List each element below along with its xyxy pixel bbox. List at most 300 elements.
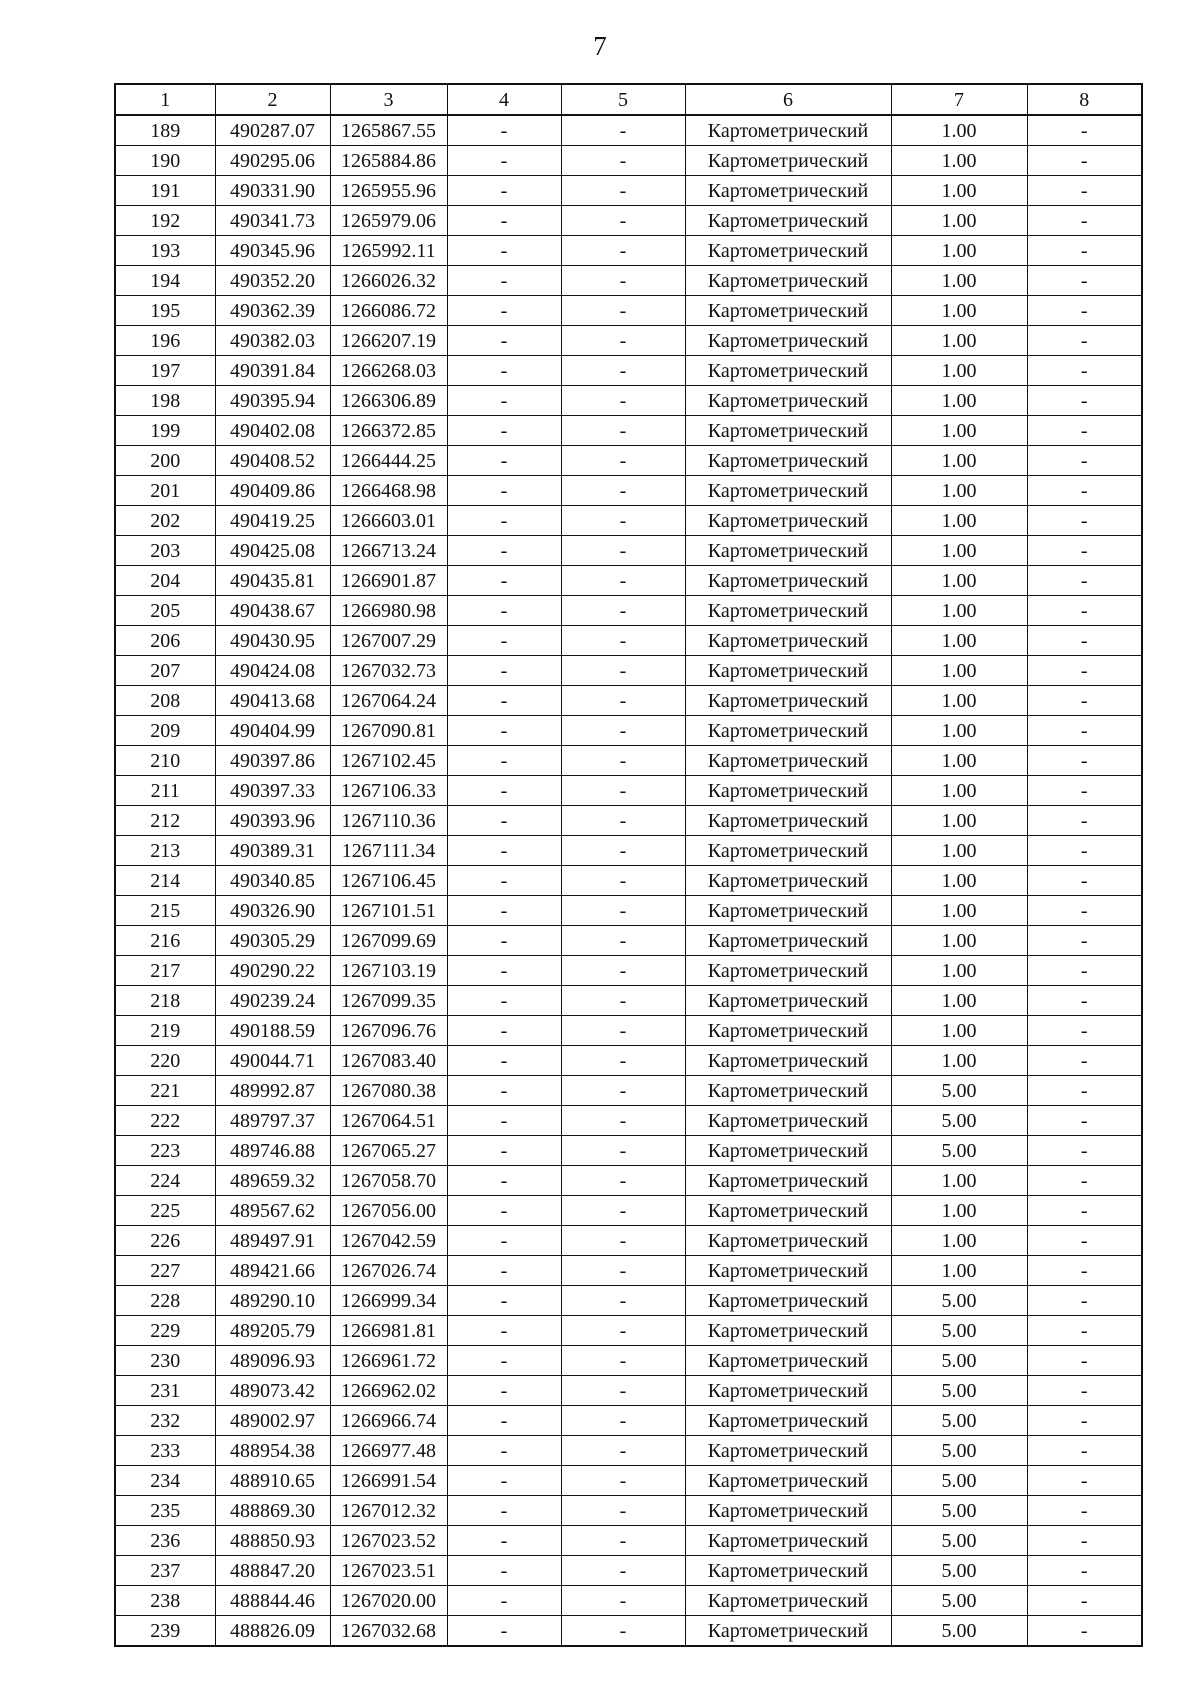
column-8-cell: - [1027,1496,1142,1526]
column-header: 6 [685,84,891,115]
point-number-cell: 199 [115,416,215,446]
column-8-cell: - [1027,1316,1142,1346]
table-row [115,446,1142,476]
column-5-cell: - [561,1226,685,1256]
column-5-cell: - [561,986,685,1016]
y-coordinate-cell: 1266962.02 [330,1376,447,1406]
method-cell: Картометрический [685,476,891,506]
x-coordinate-cell: 490239.24 [215,986,330,1016]
column-5-cell: - [561,866,685,896]
method-cell: Картометрический [685,506,891,536]
accuracy-cell: 5.00 [891,1556,1027,1586]
column-5-cell: - [561,1616,685,1647]
column-4-cell: - [447,686,561,716]
accuracy-cell: 1.00 [891,506,1027,536]
column-8-cell: - [1027,416,1142,446]
x-coordinate-cell: 490408.52 [215,446,330,476]
column-8-cell: - [1027,476,1142,506]
y-coordinate-cell: 1266207.19 [330,326,447,356]
accuracy-cell: 5.00 [891,1346,1027,1376]
column-5-cell: - [561,1076,685,1106]
column-8-cell: - [1027,176,1142,206]
y-coordinate-cell: 1266603.01 [330,506,447,536]
column-5-cell: - [561,296,685,326]
table-row [115,1556,1142,1586]
accuracy-cell: 1.00 [891,566,1027,596]
column-4-cell: - [447,1556,561,1586]
column-5-cell: - [561,1466,685,1496]
method-cell: Картометрический [685,926,891,956]
accuracy-cell: 1.00 [891,1046,1027,1076]
table-row [115,206,1142,236]
y-coordinate-cell: 1267103.19 [330,956,447,986]
y-coordinate-cell: 1266977.48 [330,1436,447,1466]
column-8-cell: - [1027,266,1142,296]
method-cell: Картометрический [685,656,891,686]
column-8-cell: - [1027,776,1142,806]
y-coordinate-cell: 1267106.33 [330,776,447,806]
method-cell: Картометрический [685,115,891,146]
accuracy-cell: 1.00 [891,866,1027,896]
method-cell: Картометрический [685,296,891,326]
method-cell: Картометрический [685,236,891,266]
table-row [115,566,1142,596]
column-4-cell: - [447,596,561,626]
column-5-cell: - [561,806,685,836]
column-4-cell: - [447,776,561,806]
column-8-cell: - [1027,1436,1142,1466]
column-8-cell: - [1027,716,1142,746]
y-coordinate-cell: 1265884.86 [330,146,447,176]
accuracy-cell: 1.00 [891,986,1027,1016]
accuracy-cell: 1.00 [891,266,1027,296]
point-number-cell: 194 [115,266,215,296]
y-coordinate-cell: 1266981.81 [330,1316,447,1346]
column-header: 8 [1027,84,1142,115]
table-row [115,1526,1142,1556]
x-coordinate-cell: 490326.90 [215,896,330,926]
x-coordinate-cell: 490425.08 [215,536,330,566]
x-coordinate-cell: 488826.09 [215,1616,330,1647]
coordinates-table [114,83,1143,1647]
accuracy-cell: 1.00 [891,956,1027,986]
column-4-cell: - [447,836,561,866]
y-coordinate-cell: 1265955.96 [330,176,447,206]
method-cell: Картометрический [685,1226,891,1256]
table-row [115,1196,1142,1226]
column-8-cell: - [1027,626,1142,656]
method-cell: Картометрический [685,986,891,1016]
accuracy-cell: 1.00 [891,206,1027,236]
column-5-cell: - [561,926,685,956]
y-coordinate-cell: 1267023.51 [330,1556,447,1586]
column-8-cell: - [1027,356,1142,386]
y-coordinate-cell: 1267102.45 [330,746,447,776]
y-coordinate-cell: 1266713.24 [330,536,447,566]
column-8-cell: - [1027,1346,1142,1376]
method-cell: Картометрический [685,956,891,986]
point-number-cell: 234 [115,1466,215,1496]
column-4-cell: - [447,1016,561,1046]
y-coordinate-cell: 1267099.69 [330,926,447,956]
point-number-cell: 210 [115,746,215,776]
y-coordinate-cell: 1267064.24 [330,686,447,716]
column-4-cell: - [447,926,561,956]
y-coordinate-cell: 1266086.72 [330,296,447,326]
method-cell: Картометрический [685,146,891,176]
method-cell: Картометрический [685,806,891,836]
column-4-cell: - [447,986,561,1016]
y-coordinate-cell: 1267064.51 [330,1106,447,1136]
table-row [115,716,1142,746]
x-coordinate-cell: 488910.65 [215,1466,330,1496]
y-coordinate-cell: 1267032.68 [330,1616,447,1647]
y-coordinate-cell: 1267056.00 [330,1196,447,1226]
point-number-cell: 214 [115,866,215,896]
method-cell: Картометрический [685,746,891,776]
point-number-cell: 231 [115,1376,215,1406]
column-5-cell: - [561,1256,685,1286]
point-number-cell: 216 [115,926,215,956]
column-4-cell: - [447,386,561,416]
column-5-cell: - [561,686,685,716]
method-cell: Картометрический [685,1466,891,1496]
column-4-cell: - [447,476,561,506]
point-number-cell: 235 [115,1496,215,1526]
accuracy-cell: 1.00 [891,686,1027,716]
accuracy-cell: 1.00 [891,626,1027,656]
column-5-cell: - [561,115,685,146]
method-cell: Картометрический [685,1586,891,1616]
x-coordinate-cell: 489073.42 [215,1376,330,1406]
table-row [115,506,1142,536]
x-coordinate-cell: 490409.86 [215,476,330,506]
column-8-cell: - [1027,1166,1142,1196]
point-number-cell: 217 [115,956,215,986]
column-4-cell: - [447,1076,561,1106]
x-coordinate-cell: 489205.79 [215,1316,330,1346]
x-coordinate-cell: 489421.66 [215,1256,330,1286]
table-row [115,866,1142,896]
point-number-cell: 209 [115,716,215,746]
y-coordinate-cell: 1266966.74 [330,1406,447,1436]
column-8-cell: - [1027,746,1142,776]
column-5-cell: - [561,476,685,506]
point-number-cell: 207 [115,656,215,686]
x-coordinate-cell: 490305.29 [215,926,330,956]
table-row [115,476,1142,506]
column-4-cell: - [447,566,561,596]
column-4-cell: - [447,956,561,986]
accuracy-cell: 5.00 [891,1106,1027,1136]
method-cell: Картометрический [685,446,891,476]
page-number: 7 [593,31,607,61]
point-number-cell: 211 [115,776,215,806]
column-4-cell: - [447,1586,561,1616]
method-cell: Картометрический [685,1106,891,1136]
column-5-cell: - [561,1496,685,1526]
x-coordinate-cell: 490397.33 [215,776,330,806]
column-5-cell: - [561,386,685,416]
x-coordinate-cell: 489096.93 [215,1346,330,1376]
column-4-cell: - [447,446,561,476]
x-coordinate-cell: 488869.30 [215,1496,330,1526]
point-number-cell: 228 [115,1286,215,1316]
table-row [115,1316,1142,1346]
accuracy-cell: 1.00 [891,446,1027,476]
table-row [115,596,1142,626]
point-number-cell: 195 [115,296,215,326]
column-8-cell: - [1027,596,1142,626]
column-8-cell: - [1027,1076,1142,1106]
y-coordinate-cell: 1267065.27 [330,1136,447,1166]
accuracy-cell: 5.00 [891,1436,1027,1466]
table-row [115,536,1142,566]
column-8-cell: - [1027,236,1142,266]
y-coordinate-cell: 1267106.45 [330,866,447,896]
column-5-cell: - [561,746,685,776]
point-number-cell: 218 [115,986,215,1016]
column-8-cell: - [1027,1136,1142,1166]
column-5-cell: - [561,896,685,926]
accuracy-cell: 1.00 [891,176,1027,206]
method-cell: Картометрический [685,1436,891,1466]
y-coordinate-cell: 1266980.98 [330,596,447,626]
column-8-cell: - [1027,566,1142,596]
table-row [115,176,1142,206]
y-coordinate-cell: 1267058.70 [330,1166,447,1196]
column-8-cell: - [1027,386,1142,416]
column-header: 5 [561,84,685,115]
column-5-cell: - [561,176,685,206]
column-4-cell: - [447,716,561,746]
column-8-cell: - [1027,1556,1142,1586]
column-4-cell: - [447,866,561,896]
column-4-cell: - [447,1526,561,1556]
table-row [115,1076,1142,1106]
point-number-cell: 227 [115,1256,215,1286]
method-cell: Картометрический [685,1556,891,1586]
accuracy-cell: 1.00 [891,296,1027,326]
y-coordinate-cell: 1267020.00 [330,1586,447,1616]
accuracy-cell: 5.00 [891,1466,1027,1496]
column-4-cell: - [447,1106,561,1136]
column-5-cell: - [561,1286,685,1316]
column-8-cell: - [1027,1466,1142,1496]
accuracy-cell: 5.00 [891,1376,1027,1406]
y-coordinate-cell: 1267110.36 [330,806,447,836]
x-coordinate-cell: 490188.59 [215,1016,330,1046]
y-coordinate-cell: 1266961.72 [330,1346,447,1376]
y-coordinate-cell: 1266026.32 [330,266,447,296]
column-8-cell: - [1027,115,1142,146]
point-number-cell: 189 [115,115,215,146]
table-row [115,416,1142,446]
column-4-cell: - [447,1256,561,1286]
x-coordinate-cell: 489497.91 [215,1226,330,1256]
method-cell: Картометрический [685,416,891,446]
column-4-cell: - [447,176,561,206]
table-row [115,146,1142,176]
accuracy-cell: 5.00 [891,1076,1027,1106]
column-4-cell: - [447,236,561,266]
accuracy-cell: 1.00 [891,326,1027,356]
x-coordinate-cell: 490362.39 [215,296,330,326]
column-5-cell: - [561,1556,685,1586]
point-number-cell: 232 [115,1406,215,1436]
point-number-cell: 238 [115,1586,215,1616]
column-5-cell: - [561,956,685,986]
point-number-cell: 230 [115,1346,215,1376]
column-8-cell: - [1027,896,1142,926]
table-row [115,1496,1142,1526]
accuracy-cell: 1.00 [891,386,1027,416]
point-number-cell: 237 [115,1556,215,1586]
accuracy-cell: 1.00 [891,1166,1027,1196]
point-number-cell: 215 [115,896,215,926]
column-4-cell: - [447,1046,561,1076]
column-4-cell: - [447,266,561,296]
point-number-cell: 204 [115,566,215,596]
column-5-cell: - [561,1136,685,1166]
column-8-cell: - [1027,206,1142,236]
method-cell: Картометрический [685,1016,891,1046]
accuracy-cell: 1.00 [891,356,1027,386]
y-coordinate-cell: 1266444.25 [330,446,447,476]
method-cell: Картометрический [685,1286,891,1316]
column-5-cell: - [561,1316,685,1346]
method-cell: Картометрический [685,566,891,596]
column-4-cell: - [447,1286,561,1316]
column-8-cell: - [1027,146,1142,176]
y-coordinate-cell: 1267032.73 [330,656,447,686]
method-cell: Картометрический [685,176,891,206]
table-row [115,1346,1142,1376]
table-row [115,1106,1142,1136]
column-8-cell: - [1027,806,1142,836]
table-row [115,1376,1142,1406]
table-row [115,626,1142,656]
column-5-cell: - [561,146,685,176]
column-8-cell: - [1027,1196,1142,1226]
column-8-cell: - [1027,296,1142,326]
column-8-cell: - [1027,506,1142,536]
point-number-cell: 226 [115,1226,215,1256]
x-coordinate-cell: 490404.99 [215,716,330,746]
column-8-cell: - [1027,446,1142,476]
point-number-cell: 208 [115,686,215,716]
x-coordinate-cell: 490435.81 [215,566,330,596]
point-number-cell: 192 [115,206,215,236]
column-5-cell: - [561,1406,685,1436]
point-number-cell: 224 [115,1166,215,1196]
column-4-cell: - [447,806,561,836]
y-coordinate-cell: 1267007.29 [330,626,447,656]
column-5-cell: - [561,326,685,356]
column-header: 7 [891,84,1027,115]
column-8-cell: - [1027,866,1142,896]
method-cell: Картометрический [685,266,891,296]
method-cell: Картометрический [685,1376,891,1406]
x-coordinate-cell: 489992.87 [215,1076,330,1106]
point-number-cell: 220 [115,1046,215,1076]
accuracy-cell: 1.00 [891,1196,1027,1226]
accuracy-cell: 5.00 [891,1286,1027,1316]
x-coordinate-cell: 490287.07 [215,115,330,146]
point-number-cell: 225 [115,1196,215,1226]
x-coordinate-cell: 490044.71 [215,1046,330,1076]
column-4-cell: - [447,115,561,146]
x-coordinate-cell: 489290.10 [215,1286,330,1316]
y-coordinate-cell: 1267023.52 [330,1526,447,1556]
column-5-cell: - [561,206,685,236]
method-cell: Картометрический [685,836,891,866]
table-row [115,356,1142,386]
method-cell: Картометрический [685,1346,891,1376]
column-5-cell: - [561,1046,685,1076]
table-row [115,1436,1142,1466]
method-cell: Картометрический [685,1166,891,1196]
column-header: 2 [215,84,330,115]
point-number-cell: 197 [115,356,215,386]
table-row [115,1226,1142,1256]
accuracy-cell: 1.00 [891,115,1027,146]
table-row [115,746,1142,776]
column-5-cell: - [561,1196,685,1226]
x-coordinate-cell: 490389.31 [215,836,330,866]
column-8-cell: - [1027,956,1142,986]
y-coordinate-cell: 1265867.55 [330,115,447,146]
column-8-cell: - [1027,1526,1142,1556]
x-coordinate-cell: 490393.96 [215,806,330,836]
column-5-cell: - [561,1166,685,1196]
accuracy-cell: 1.00 [891,926,1027,956]
y-coordinate-cell: 1267042.59 [330,1226,447,1256]
column-4-cell: - [447,1136,561,1166]
column-header: 3 [330,84,447,115]
accuracy-cell: 1.00 [891,236,1027,266]
column-8-cell: - [1027,326,1142,356]
column-5-cell: - [561,566,685,596]
method-cell: Картометрический [685,716,891,746]
point-number-cell: 212 [115,806,215,836]
column-8-cell: - [1027,1016,1142,1046]
column-5-cell: - [561,1586,685,1616]
x-coordinate-cell: 490352.20 [215,266,330,296]
column-5-cell: - [561,536,685,566]
y-coordinate-cell: 1267096.76 [330,1016,447,1046]
column-4-cell: - [447,1436,561,1466]
table-header-row [115,84,1142,115]
table-row [115,1166,1142,1196]
method-cell: Картометрический [685,1526,891,1556]
column-8-cell: - [1027,926,1142,956]
column-8-cell: - [1027,536,1142,566]
column-4-cell: - [447,746,561,776]
point-number-cell: 191 [115,176,215,206]
method-cell: Картометрический [685,386,891,416]
accuracy-cell: 5.00 [891,1316,1027,1346]
method-cell: Картометрический [685,1136,891,1166]
x-coordinate-cell: 490290.22 [215,956,330,986]
y-coordinate-cell: 1267026.74 [330,1256,447,1286]
column-header: 4 [447,84,561,115]
method-cell: Картометрический [685,1616,891,1647]
x-coordinate-cell: 490402.08 [215,416,330,446]
x-coordinate-cell: 490419.25 [215,506,330,536]
x-coordinate-cell: 490340.85 [215,866,330,896]
point-number-cell: 222 [115,1106,215,1136]
